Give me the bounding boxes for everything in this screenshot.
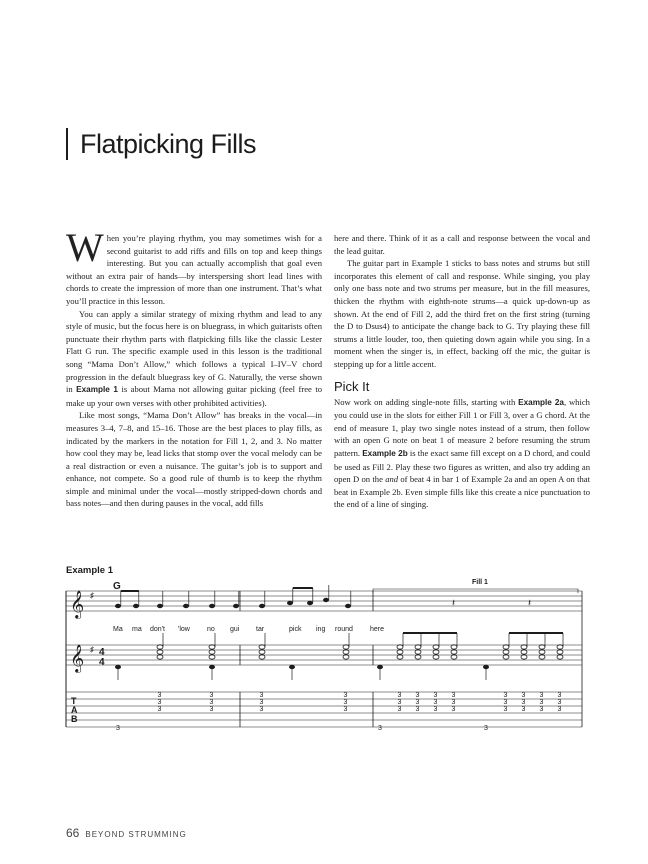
- tab-number: 3: [157, 699, 162, 706]
- chord-note: [397, 655, 403, 659]
- chord-note: [539, 655, 545, 659]
- fill-label: Fill 1: [472, 579, 488, 586]
- note-head: [345, 604, 351, 608]
- tab-number: 3: [343, 699, 348, 706]
- chord-note: [557, 645, 563, 649]
- tab-number: 3: [433, 692, 438, 699]
- tab-number: 3: [503, 699, 508, 706]
- example-reference: Example 1: [76, 385, 118, 395]
- sharp-sign: ♯: [90, 591, 94, 600]
- section-name: BEYOND STRUMMING: [85, 830, 187, 839]
- note-head: [209, 604, 215, 608]
- tab-number: 3: [378, 725, 382, 732]
- paragraph-text: hen you’re playing rhythm, you may sometimes wish for a second guitarist to add riffs and fills on top and keep things interesting. But you can actually accomplish that goal even without an extra pair of hands—by interspersing short lead lines with chords to create the impression of more than one instrument. That’s what you’ll practice in this lesson.: [66, 233, 322, 306]
- tab-number: 3: [209, 706, 214, 713]
- chord-note: [557, 650, 563, 654]
- tab-number: 3: [451, 706, 456, 713]
- tab-number: 3: [259, 692, 264, 699]
- tab-number: 3: [157, 706, 162, 713]
- chord-note: [343, 645, 349, 649]
- tab-number: 3: [557, 699, 562, 706]
- tab-number: 3: [415, 692, 420, 699]
- tab-number: 3: [397, 706, 402, 713]
- lyric-syllable: round: [335, 626, 353, 633]
- chord-note: [557, 655, 563, 659]
- tab-number: 3: [521, 699, 526, 706]
- lyric-syllable: don't: [150, 626, 165, 633]
- tab-number: 3: [433, 699, 438, 706]
- chord-note: [503, 645, 509, 649]
- section-heading: Pick It: [334, 378, 370, 394]
- note-head: [233, 604, 239, 608]
- tab-number: 3: [259, 706, 264, 713]
- tab-number: 3: [557, 706, 562, 713]
- paragraph-text: is about Mama not allowing guitar picking (feel free to make up your own verses with other prohibited activities).: [66, 384, 323, 408]
- note-head: [259, 604, 265, 608]
- paragraph: here and there. Think of it as a call and response between the vocal and the lead guitar.: [334, 233, 590, 256]
- drop-cap: W: [66, 225, 104, 270]
- tab-number: 3: [539, 692, 544, 699]
- chord-note: [397, 645, 403, 649]
- tab-number: 3: [415, 706, 420, 713]
- tab-number: 3: [259, 699, 264, 706]
- time-signature-bottom: 4: [99, 657, 105, 668]
- italic-word: and: [385, 474, 399, 485]
- chord-note: [259, 645, 265, 649]
- tab-letter: B: [71, 714, 78, 724]
- example-reference: Example 2a: [518, 397, 564, 407]
- lyric-syllable: here: [370, 626, 385, 633]
- paragraph-text: , which you could use in the slots for either Fill 1 or Fill 3, over a G chord. At the end of measure 1, play two single notes instead of a strum, then follow with an open G note on beat 1 of measure 2 before resuming the strum pattern.: [334, 396, 590, 458]
- treble-clef: 𝄞: [70, 590, 85, 618]
- note-head: [133, 604, 139, 608]
- tab-number: 3: [503, 692, 508, 699]
- tab-number: 3: [539, 699, 544, 706]
- chord-note: [209, 650, 215, 654]
- tab-number: 3: [451, 699, 456, 706]
- tab-number: 3: [343, 692, 348, 699]
- paragraph-text: of beat 4 in bar 1 of Example 2a and an open A on that beat in Example 2b. Even simple fills like this create a nice punctuation to the end of a line of singing.: [334, 474, 590, 510]
- lyric-syllable: pick: [289, 626, 302, 633]
- sharp-sign: ♯: [90, 645, 94, 654]
- tab-number: 3: [415, 699, 420, 706]
- chord-note: [157, 645, 163, 649]
- example-reference: Example 2b: [362, 448, 408, 458]
- chord-note: [157, 655, 163, 659]
- lyric-syllable: no: [207, 626, 215, 633]
- chord-note: [539, 645, 545, 649]
- tab-number: 3: [557, 692, 562, 699]
- tab-number: 3: [539, 706, 544, 713]
- tab-letter: A: [71, 705, 78, 715]
- lyric-syllable: ing: [316, 626, 326, 633]
- tab-number: 3: [343, 706, 348, 713]
- chord-note: [521, 655, 527, 659]
- paragraph: Like most songs, “Mama Don’t Allow” has breaks in the vocal—in measures 3–4, 7–8, and 15–16. Those are the best places to play fills, as indicated by the markers in the notation for Fill 1, 2, and 3. No matter how cool they may be, lead licks that stomp over the vocal melody can be a real distraction or even a nuisance. The guitar’s job is to support and enhance, not compete. So a good rule of thumb is to keep the rhythm simple and minimal under the vocal—mostly stripped-down chords and bass notes—and then during pauses in the vocal, add fills: [66, 410, 322, 509]
- note-head: [307, 601, 313, 605]
- chord-note: [157, 650, 163, 654]
- tab-number: 3: [209, 692, 214, 699]
- tab-number: 3: [433, 706, 438, 713]
- chord-note: [451, 655, 457, 659]
- tab-number: 3: [484, 725, 488, 732]
- tab-number: 3: [397, 699, 402, 706]
- chord-note: [503, 655, 509, 659]
- note-head: [115, 604, 121, 608]
- tab-number: 3: [116, 725, 120, 732]
- tab-number: 3: [451, 692, 456, 699]
- chord-note: [259, 655, 265, 659]
- example-label: Example 1: [66, 565, 113, 576]
- tab-number: 3: [503, 706, 508, 713]
- paragraph: The guitar part in Example 1 sticks to bass notes and strums but still incorporates this element of call and response. While singing, you play only one bass note and two strums per measure, but in the fill measures, thicken the rhythm with eighth-note strums—a quick up-down-up as shown. At the end of Fill 2, add the third fret on the first string (turning the D to Dsus4) to anticipate the change back to G. Try playing these fill strums a little louder, too, then quieting down again while you sing. In a moment when the singer is, in effect, backing off the mic, the guitar is stepping up for a little accent.: [334, 258, 590, 369]
- chord-note: [415, 645, 421, 649]
- note-head: [183, 604, 189, 608]
- note-head: [157, 604, 163, 608]
- chord-note: [433, 650, 439, 654]
- note-head: [287, 601, 293, 605]
- tab-number: 3: [209, 699, 214, 706]
- lyric-syllable: gui: [230, 626, 240, 633]
- chord-note: [503, 650, 509, 654]
- tab-number: 3: [521, 692, 526, 699]
- lyric-syllable: Ma: [113, 626, 123, 633]
- chord-note: [209, 655, 215, 659]
- chord-name: G: [113, 581, 121, 592]
- lyric-syllable: 'low: [178, 626, 190, 633]
- chord-note: [343, 650, 349, 654]
- paragraph-text: You can apply a similar strategy of mixing rhythm and lead to any style of music, but the focus here is on bluegrass, in which guitarists often punctuate their rhythm parts with flatpicking fills like the classic Lester Flatt G run. The specific example used in this lesson is the traditional song “Mama Don’t Allow,” which follows a typical I–IV–V chord progression in the default bluegrass key of G. Naturally, the verse shown in: [66, 308, 322, 395]
- chord-note: [259, 650, 265, 654]
- lyric-syllable: tar: [256, 626, 265, 633]
- paragraph-text: is the exact same fill except on a D chord, and could be used as Fill 2. Play these two figures as written, and also try adding an open D on the: [334, 447, 590, 485]
- chord-note: [433, 645, 439, 649]
- tab-number: 3: [521, 706, 526, 713]
- treble-clef: 𝄞: [70, 644, 85, 672]
- chord-note: [415, 655, 421, 659]
- tab-letter: T: [71, 696, 77, 706]
- rest: 𝄽: [452, 598, 456, 609]
- tab-number: 3: [397, 692, 402, 699]
- time-signature-top: 4: [99, 647, 105, 658]
- page-title: Flatpicking Fills: [66, 128, 256, 160]
- chord-note: [343, 655, 349, 659]
- chord-note: [433, 655, 439, 659]
- chord-note: [397, 650, 403, 654]
- chord-note: [521, 650, 527, 654]
- lyric-syllable: ma: [132, 626, 142, 633]
- chord-note: [451, 645, 457, 649]
- tab-number: 3: [157, 692, 162, 699]
- rest: 𝄽: [528, 598, 532, 609]
- note-head: [323, 598, 329, 602]
- paragraph-text: Now work on adding single-note fills, starting with: [334, 396, 519, 407]
- chord-note: [539, 650, 545, 654]
- page-number: 66: [66, 826, 80, 840]
- chord-note: [209, 645, 215, 649]
- chord-note: [415, 650, 421, 654]
- chord-note: [521, 645, 527, 649]
- chord-note: [451, 650, 457, 654]
- page-footer: [66, 824, 187, 842]
